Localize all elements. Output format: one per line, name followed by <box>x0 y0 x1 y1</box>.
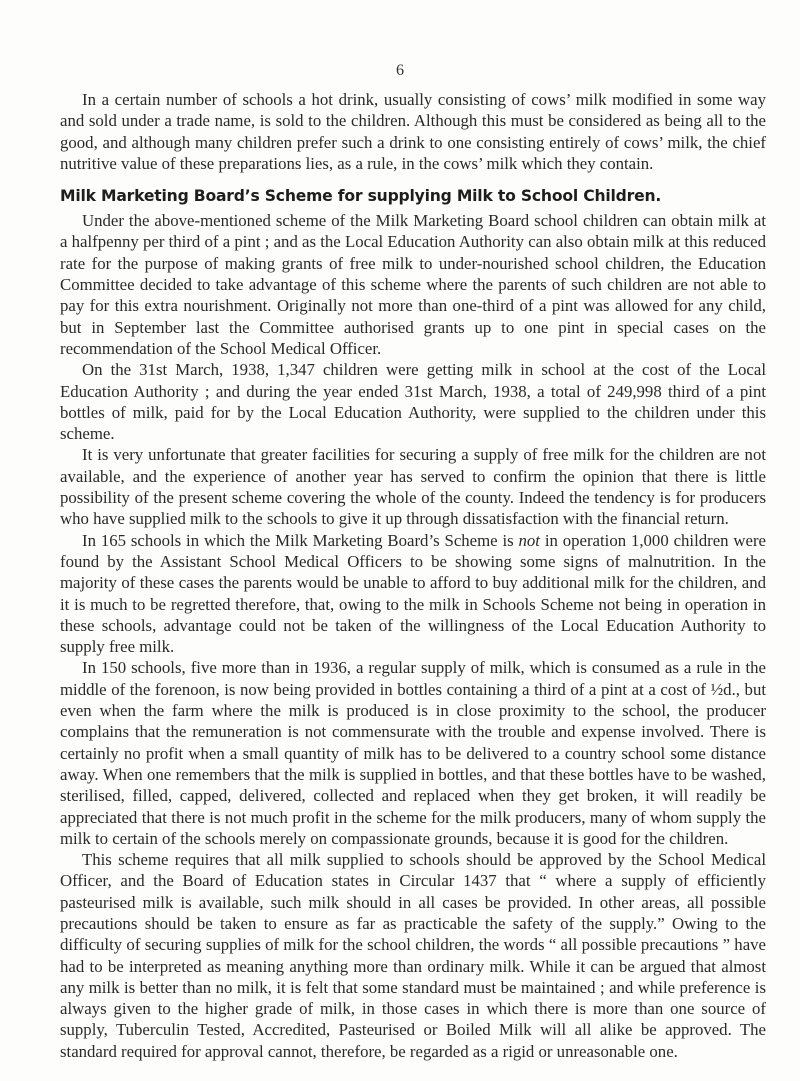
emphasis-not: not <box>518 530 540 550</box>
document-body <box>60 89 766 1062</box>
section-heading: Milk Marketing Board’s Scheme for supplying Milk to School Children. <box>60 187 662 206</box>
paragraph-malnutrition-start: In 165 schools in which the Milk Marketing Board’s Scheme is <box>82 530 519 550</box>
paragraph-supply: In 150 schools, five more than in 1936, a regular supply of milk, which is consumed as a rule in the middle of the forenoon, is now being provided in bottles containing a third of a pint at a cost of ½d., but even when the farm where the milk is produced is in close proximity to the school, the producer complains that the remuneration is not commensurate with the trouble and expense involved. There is certainly no profit when a small quantity of milk has to be delivered to a country school some distance away. When one remembers that the milk is supplied in bottles, and that these bottles have to be washed, sterilised, filled, capped, delivered, collected and replaced when they get broken, it will readily be appreciated that there is not much profit in the scheme for the milk producers, many of whom supply the milk to certain of the schools merely on compassionate grounds, because it is good for the children. <box>60 658 766 848</box>
paragraph-malnutrition-end: in operation 1,000 children were found by the Assistant School Medical Officers to be showing some signs of malnutrition. In the majority of these cases the parents would be unable to afford to buy additional milk for the children, and it is much to be regretted therefore, that, owing to the milk in Schools Scheme not being in operation in these schools, advantage could not be taken of the willingness of the Local Education Authority to supply free milk. <box>60 530 767 657</box>
paragraph-malnutrition <box>60 530 766 658</box>
paragraph-statistics: On the 31st March, 1938, 1,347 children were getting milk in school at the cost of the Local Education Authority ; and during the year ended 31st March, 1938, a total of 249,998 third of a pint bottles of milk, paid for by the Local Education Authority, were supplied to the children under this scheme. <box>60 360 766 444</box>
paragraph-approval: This scheme requires that all milk supplied to schools should be approved by the School Medical Officer, and the Board of Education states in Circular 1437 that “ where a supply of efficiently pasteurised milk is available, such milk should in all cases be provided. In other areas, all possible precautions should be taken to ensure as far as practicable the safety of the supply.” Owing to the difficulty of securing supplies of milk for the school children, the words “ all possible precautions ” have had to be interpreted as meaning anything more than ordinary milk. While it can be argued that almost any milk is better than no milk, it is felt that some standard must be maintained ; and while preference is always given to the higher grade of milk, in those cases in which there is more than one source of supply, Tuberculin Tested, Accredited, Pasteurised or Boiled Milk will all alike be approved. The standard required for approval cannot, therefore, be regarded as a rigid or unreasonable one. <box>60 850 766 1061</box>
intro-paragraph: In a certain number of schools a hot drink, usually consisting of cows’ milk modified in some way and sold under a trade name, is sold to the children. Although this must be considered as being all to the good, and although many children prefer such a drink to one consisting entirely of cows’ milk, the chief nutritive value of these preparations lies, as a rule, in the cows’ milk which they contain. <box>60 90 766 173</box>
paragraph-facilities: It is very unfortunate that greater facilities for securing a supply of free milk for the children are not available, and the experience of another year has served to confirm the opinion that there is little possibility of the present scheme covering the whole of the county. Indeed the tendency is for producers who have supplied milk to the schools to give it up through dissatisfaction with the financial return. <box>60 445 766 529</box>
page-number: 6 <box>396 62 404 79</box>
paragraph-scheme-description: Under the above-mentioned scheme of the Milk Marketing Board school children can obtain milk at a halfpenny per third of a pint ; and as the Local Education Authority can also obtain milk at this reduced rate for the purpose of making grants of free milk to under-nourished school children, the Education Committee decided to take advantage of this scheme where the parents of such children are not able to pay for this extra nourishment. Originally not more than one-third of a pint was allowed for any child, but in September last the Committee authorised grants up to one pint in special cases on the recommendation of the School Medical Officer. <box>60 211 766 358</box>
